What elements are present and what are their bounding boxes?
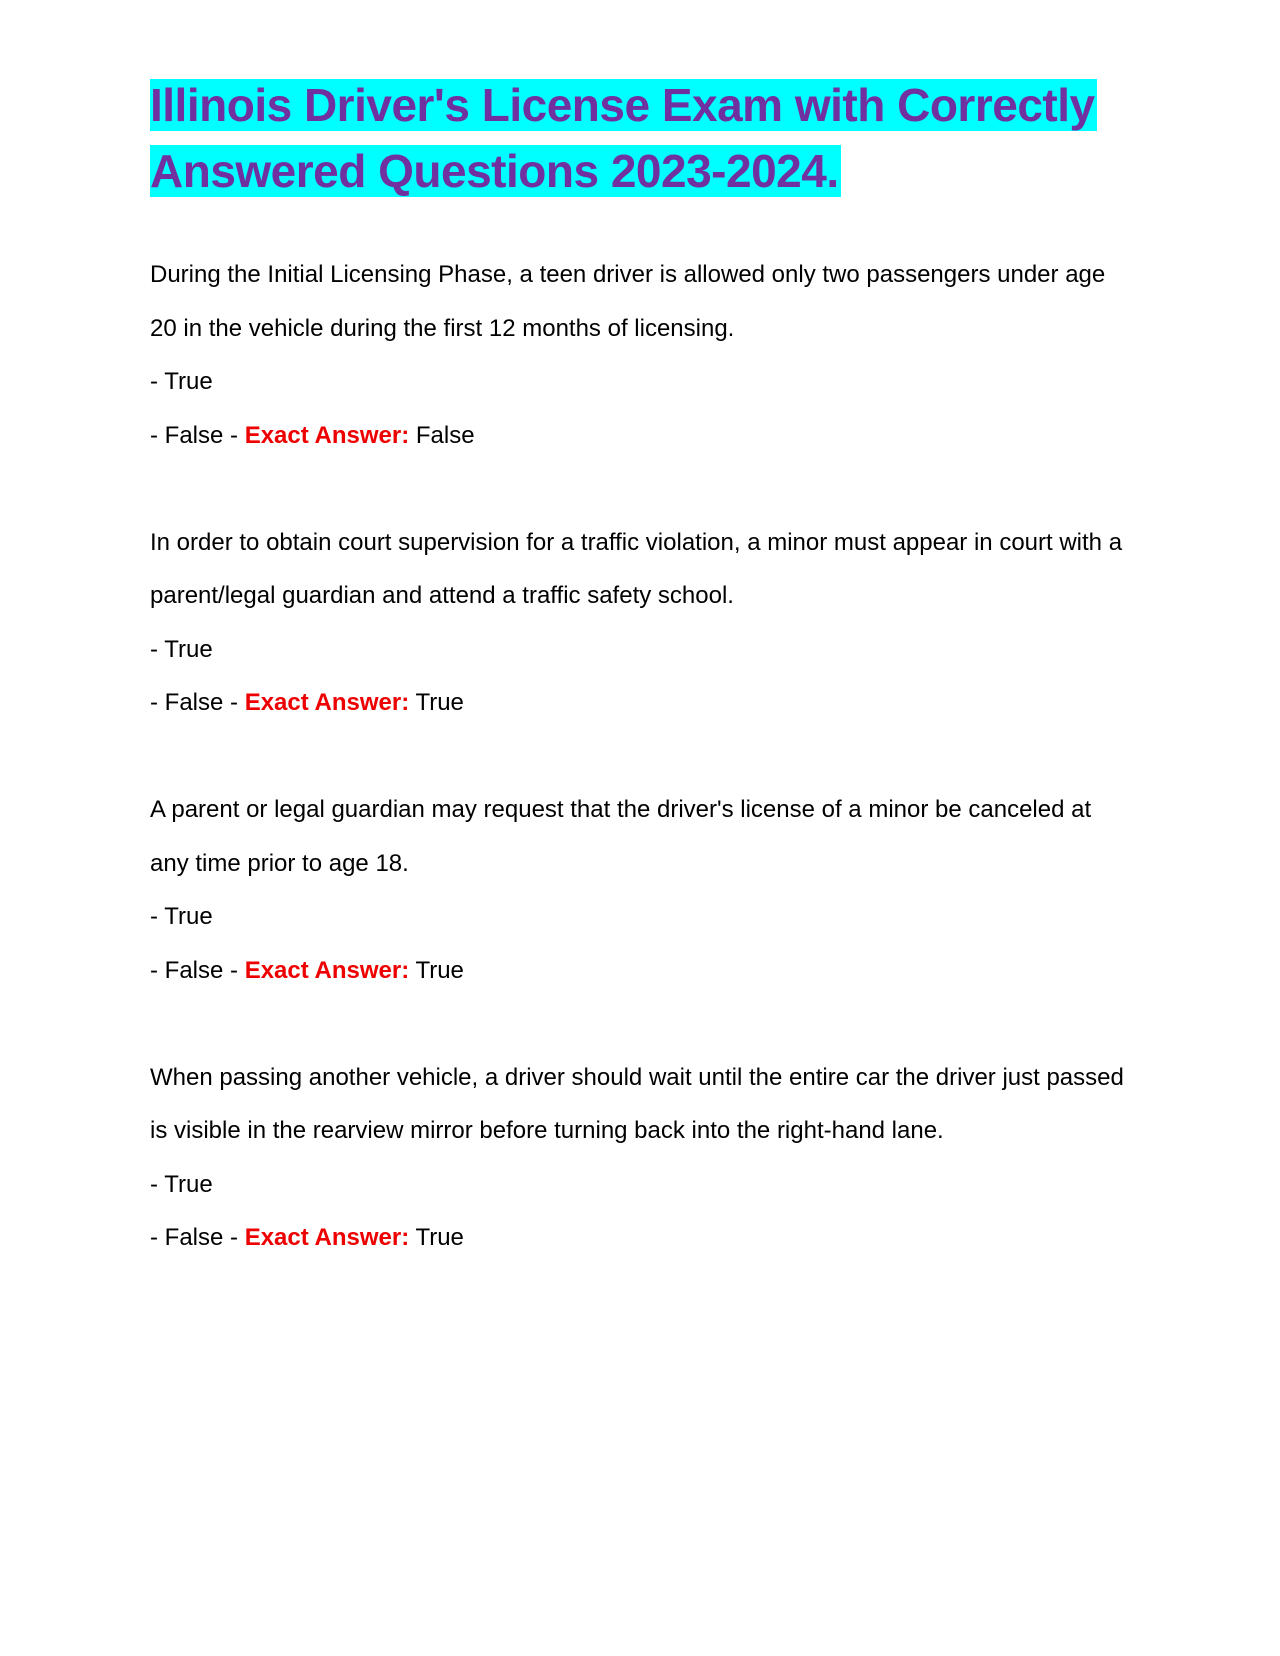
question-text: A parent or legal guardian may request that the driver's license of a minor be canceled at any time prior to age 18. — [150, 796, 1092, 877]
document-title-text: Illinois Driver's License Exam with Correctly Answered Questions 2023-2024. — [150, 79, 1095, 197]
exact-answer-label: Exact Answer: — [244, 689, 410, 716]
exact-answer-value: False — [415, 421, 475, 449]
document-page — [150, 72, 1130, 1318]
exact-answer-value: True — [415, 1224, 464, 1251]
option-false: - False - — [150, 956, 239, 984]
option-false-line — [150, 409, 1130, 463]
option-true: - True — [150, 1170, 213, 1198]
option-false-line — [150, 944, 1130, 998]
question-item — [150, 516, 1130, 730]
exact-answer-label: Exact Answer: — [244, 1224, 410, 1251]
option-false-line — [150, 1211, 1130, 1265]
document-title — [150, 72, 1130, 204]
question-item — [150, 783, 1130, 997]
question-text: When passing another vehicle, a driver should wait until the entire car the driver just passed is visible in the rearview mirror before turning back into the right-hand lane. — [150, 1063, 1124, 1144]
option-true: - True — [150, 635, 213, 663]
exact-answer-label: Exact Answer: — [244, 956, 410, 984]
exact-answer-label: Exact Answer: — [244, 421, 410, 449]
question-item — [150, 1051, 1130, 1265]
question-text: During the Initial Licensing Phase, a teen driver is allowed only two passengers under age 20 in the vehicle during the first 12 months of licensing. — [150, 261, 1106, 342]
option-false: - False - — [150, 1224, 239, 1251]
option-false-line — [150, 676, 1130, 730]
question-list — [150, 248, 1130, 1265]
question-text: In order to obtain court supervision for a traffic violation, a minor must appear in court with a parent/legal guardian and attend a traffic safety school. — [150, 528, 1123, 609]
option-false: - False - — [150, 421, 239, 449]
option-true: - True — [150, 903, 213, 930]
question-item — [150, 248, 1130, 462]
option-true: - True — [150, 368, 213, 395]
option-false: - False - — [150, 689, 239, 716]
exact-answer-value: True — [415, 956, 464, 984]
exact-answer-value: True — [415, 689, 464, 716]
